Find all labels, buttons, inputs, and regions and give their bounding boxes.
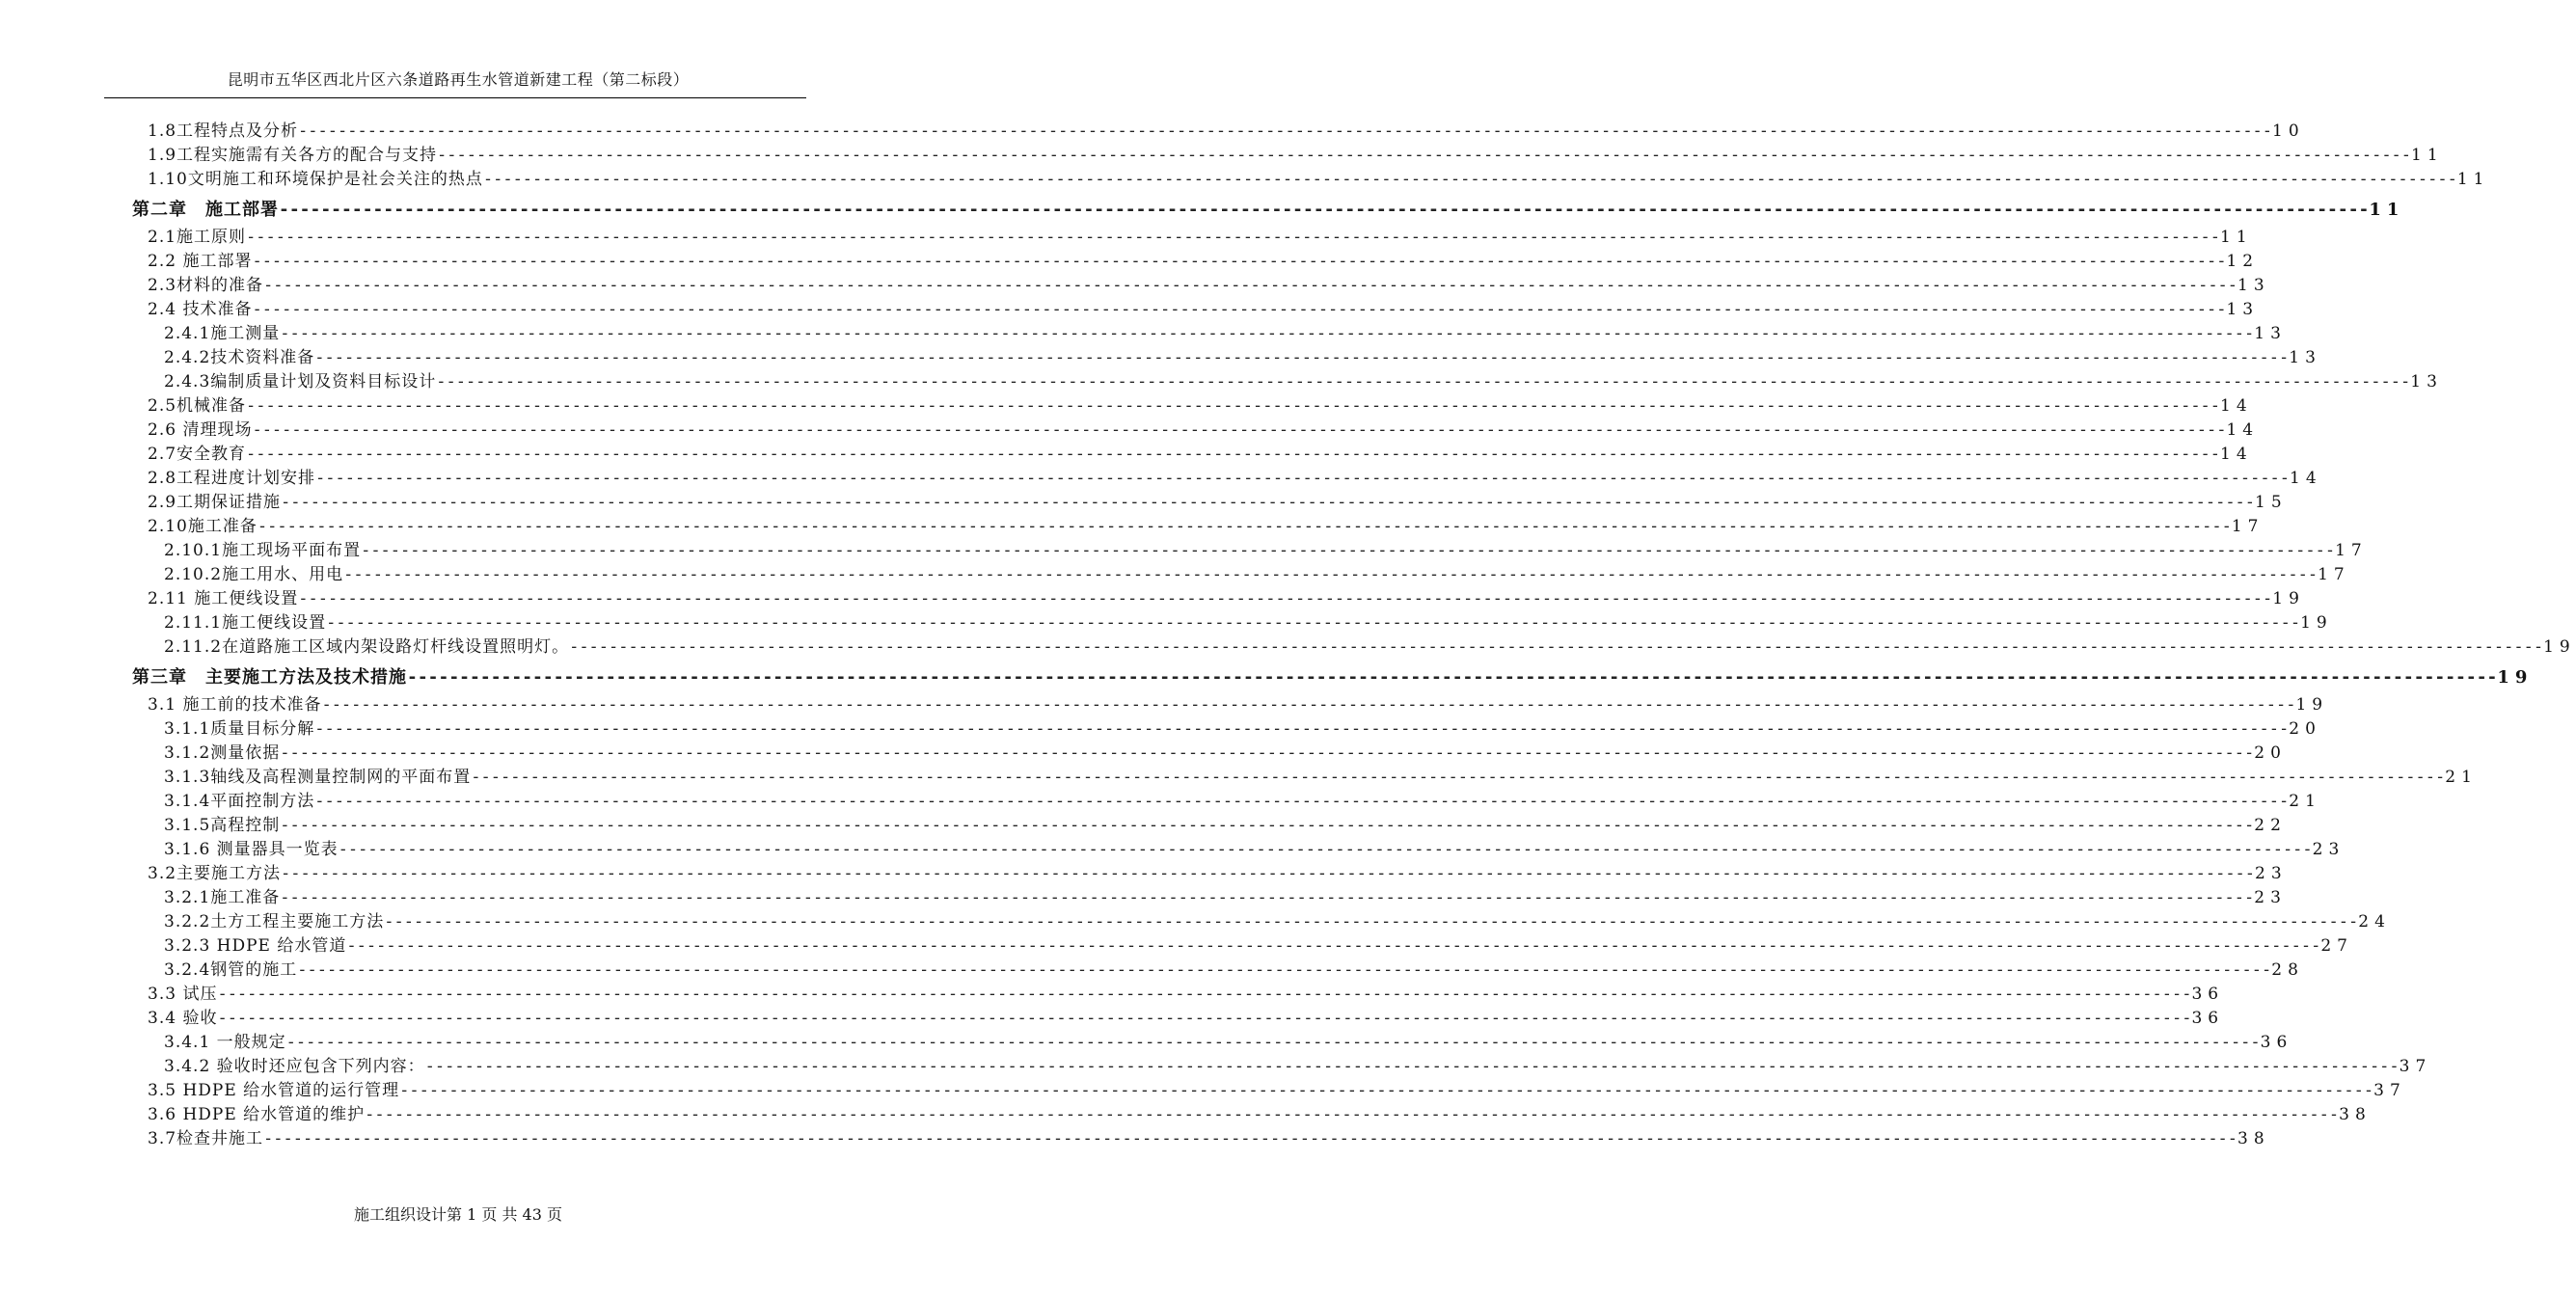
toc-entry-label: 3.4.1 一般规定 [164, 1033, 286, 1052]
toc-entry-label: 2.6 清理现场 [148, 420, 253, 440]
toc-dot-leader: -------------------------------------------------------------------------------------------------------------------------------------------------------------------------------------------------------- [217, 985, 2192, 1004]
toc-entry-page-number: 20 [2289, 719, 2321, 739]
toc-dot-leader: -------------------------------------------------------------------------------------------------------------------------------------------------------------------------------------------------------- [471, 768, 2446, 787]
toc-dot-leader: -------------------------------------------------------------------------------------------------------------------------------------------------------------------------------------------------------- [217, 1009, 2192, 1028]
toc-entry-label: 3.5 HDPE 给水管道的运行管理 [148, 1081, 400, 1100]
toc-dot-leader: -------------------------------------------------------------------------------------------------------------------------------------------------------------------------------------------------------- [280, 888, 2255, 907]
toc-entry-label: 3.1.2测量依据 [164, 743, 281, 763]
toc-entry-label: 3.1.1质量目标分解 [164, 719, 315, 739]
toc-dot-leader: -------------------------------------------------------------------------------------------------------------------------------------------------------------------------------------------------------- [281, 864, 2256, 883]
toc-dot-leader: -------------------------------------------------------------------------------------------------------------------------------------------------------------------------------------------------------- [263, 276, 2238, 295]
toc-entry-page-number: 22 [2254, 816, 2287, 835]
toc-entry-page-number: 17 [2335, 541, 2368, 560]
toc-entry-page-number: 13 [2289, 348, 2321, 367]
toc-entry[interactable] [148, 862, 2288, 885]
toc-entry[interactable] [148, 983, 2225, 1006]
toc-entry[interactable] [148, 144, 2444, 167]
toc-entry[interactable] [164, 910, 2391, 933]
toc-entry[interactable] [148, 515, 2264, 538]
toc-entry-page-number: 23 [2312, 840, 2346, 859]
toc-entry-label: 2.4.2技术资料准备 [164, 348, 315, 367]
toc-entry[interactable] [148, 168, 2490, 191]
toc-dot-leader: -------------------------------------------------------------------------------------------------------------------------------------------------------------------------------------------------------- [263, 1129, 2238, 1148]
toc-dot-leader: -------------------------------------------------------------------------------------------------------------------------------------------------------------------------------------------------------- [338, 840, 2313, 859]
toc-dot-leader: -------------------------------------------------------------------------------------------------------------------------------------------------------------------------------------------------------- [285, 1033, 2261, 1052]
toc-entry-label: 3.1.4平面控制方法 [164, 792, 315, 811]
toc-entry-label: 2.10.2施工用水、用电 [164, 565, 344, 584]
toc-entry-page-number: 19 [2295, 695, 2329, 715]
toc-dot-leader: -------------------------------------------------------------------------------------------------------------------------------------------------------------------------------------------------------- [424, 1057, 2400, 1076]
toc-entry-label: 2.10施工准备 [148, 517, 258, 536]
header-divider [104, 97, 806, 98]
toc-entry-page-number: 13 [2226, 300, 2260, 319]
toc-entry[interactable] [164, 1031, 2293, 1054]
toc-entry[interactable] [164, 838, 2346, 861]
toc-entry-label: 2.7安全教育 [148, 445, 247, 464]
toc-entry[interactable] [148, 1079, 2406, 1102]
toc-dot-leader: -------------------------------------------------------------------------------------------------------------------------------------------------------------------------------------------------------- [246, 228, 2221, 247]
toc-dot-leader: -------------------------------------------------------------------------------------------------------------------------------------------------------------------------------------------------------- [257, 517, 2232, 536]
toc-entry-label: 2.11.2在道路施工区域内架设路灯杆线设置照明灯。 [164, 637, 570, 657]
toc-entry-label: 第二章 施工部署 [132, 200, 279, 220]
toc-entry-page-number: 13 [2410, 372, 2443, 392]
toc-entry-page-number: 10 [2272, 122, 2305, 141]
toc-dot-leader: -------------------------------------------------------------------------------------------------------------------------------------------------------------------------------------------------------- [346, 936, 2321, 956]
toc-entry[interactable] [148, 274, 2270, 297]
toc-entry-page-number: 20 [2254, 743, 2287, 763]
toc-entry-label: 2.4.3编制质量计划及资料目标设计 [164, 372, 437, 392]
toc-entry-page-number: 14 [2220, 445, 2253, 464]
toc-entry-label: 3.7检查井施工 [148, 1129, 264, 1148]
toc-entry[interactable] [148, 394, 2253, 418]
toc-entry[interactable] [164, 886, 2287, 909]
toc-dot-leader: -------------------------------------------------------------------------------------------------------------------------------------------------------------------------------------------------------- [314, 719, 2290, 739]
toc-entry-page-number: 37 [2373, 1081, 2406, 1100]
toc-dot-leader: -------------------------------------------------------------------------------------------------------------------------------------------------------------------------------------------------------- [252, 252, 2227, 271]
toc-dot-leader: -------------------------------------------------------------------------------------------------------------------------------------------------------------------------------------------------------- [315, 469, 2291, 488]
toc-entry-label: 第三章 主要施工方法及技术措施 [132, 667, 407, 688]
toc-entry-label: 1.10文明施工和环境保护是社会关注的热点 [148, 170, 483, 189]
toc-entry-label: 3.2.3 HDPE 给水管道 [164, 936, 347, 956]
toc-entry-page-number: 36 [2191, 1009, 2225, 1028]
toc-entry-page-number: 14 [2226, 420, 2260, 440]
toc-entry[interactable] [148, 467, 2322, 490]
toc-chapter-entry[interactable] [132, 664, 2534, 691]
toc-entry-page-number: 17 [2318, 565, 2350, 584]
toc-entry[interactable] [148, 418, 2260, 442]
toc-dot-leader: -------------------------------------------------------------------------------------------------------------------------------------------------------------------------------------------------------- [321, 695, 2296, 715]
toc-dot-leader: -------------------------------------------------------------------------------------------------------------------------------------------------------------------------------------------------------- [280, 743, 2255, 763]
toc-dot-leader: -------------------------------------------------------------------------------------------------------------------------------------------------------------------------------------------------------- [279, 200, 2370, 220]
toc-dot-leader: -------------------------------------------------------------------------------------------------------------------------------------------------------------------------------------------------------- [252, 300, 2227, 319]
toc-entry-label: 3.1.5高程控制 [164, 816, 281, 835]
toc-entry-page-number: 19 [2497, 667, 2534, 688]
toc-entry-page-number: 36 [2260, 1033, 2293, 1052]
toc-entry-page-number: 19 [2272, 589, 2305, 608]
toc-entry[interactable] [164, 346, 2321, 369]
toc-entry[interactable] [148, 250, 2260, 273]
toc-dot-leader: -------------------------------------------------------------------------------------------------------------------------------------------------------------------------------------------------------- [361, 541, 2336, 560]
toc-dot-leader: -------------------------------------------------------------------------------------------------------------------------------------------------------------------------------------------------------- [252, 420, 2227, 440]
toc-entry[interactable] [164, 742, 2287, 765]
toc-entry-label: 2.11.1施工便线设置 [164, 613, 327, 633]
toc-dot-leader: -------------------------------------------------------------------------------------------------------------------------------------------------------------------------------------------------------- [407, 667, 2498, 688]
toc-chapter-entry[interactable] [132, 197, 2405, 224]
toc-entry[interactable] [164, 790, 2321, 813]
toc-entry-page-number: 21 [2445, 768, 2478, 787]
toc-entry[interactable] [148, 693, 2329, 716]
toc-entry-page-number: 37 [2399, 1057, 2432, 1076]
toc-entry-label: 3.2主要施工方法 [148, 864, 282, 883]
toc-entry[interactable] [164, 1055, 2432, 1078]
toc-entry-page-number: 23 [2254, 888, 2287, 907]
toc-entry-label: 3.1.3轴线及高程测量控制网的平面布置 [164, 768, 472, 787]
toc-entry-page-number: 27 [2320, 936, 2353, 956]
toc-entry-page-number: 19 [2300, 613, 2333, 633]
toc-entry[interactable] [148, 443, 2253, 466]
toc-entry-label: 3.4 验收 [148, 1009, 218, 1028]
toc-entry[interactable] [164, 539, 2368, 562]
toc-entry-page-number: 28 [2271, 960, 2304, 980]
toc-entry[interactable] [164, 370, 2443, 393]
toc-entry[interactable] [148, 298, 2260, 321]
toc-entry-label: 3.1.6 测量器具一览表 [164, 840, 339, 859]
toc-entry-label: 2.4.1施工测量 [164, 324, 281, 343]
toc-entry-label: 1.9工程实施需有关各方的配合与支持 [148, 146, 438, 165]
toc-entry[interactable] [148, 1103, 2372, 1126]
toc-entry[interactable] [148, 587, 2305, 610]
toc-entry[interactable] [164, 766, 2478, 789]
toc-entry-page-number: 11 [2411, 146, 2444, 165]
toc-entry-page-number: 38 [2339, 1105, 2372, 1124]
toc-dot-leader: -------------------------------------------------------------------------------------------------------------------------------------------------------------------------------------------------------- [482, 170, 2457, 189]
toc-entry-label: 2.9工期保证措施 [148, 493, 282, 512]
toc-dot-leader: -------------------------------------------------------------------------------------------------------------------------------------------------------------------------------------------------------- [297, 960, 2272, 980]
toc-entry-page-number: 11 [2456, 170, 2490, 189]
toc-entry[interactable] [164, 717, 2321, 741]
toc-entry-label: 2.11 施工便线设置 [148, 589, 299, 608]
toc-dot-leader: -------------------------------------------------------------------------------------------------------------------------------------------------------------------------------------------------------- [280, 816, 2255, 835]
page-header-title: 昆明市五华区西北片区六条道路再生水管道新建工程（第二标段） [227, 70, 690, 89]
toc-entry-page-number: 12 [2226, 252, 2260, 271]
toc-entry-label: 3.2.4钢管的施工 [164, 960, 298, 980]
toc-entry-page-number: 19 [2543, 637, 2576, 657]
toc-dot-leader: -------------------------------------------------------------------------------------------------------------------------------------------------------------------------------------------------------- [399, 1081, 2374, 1100]
toc-entry-page-number: 21 [2289, 792, 2321, 811]
toc-entry-page-number: 15 [2255, 493, 2288, 512]
toc-dot-leader: -------------------------------------------------------------------------------------------------------------------------------------------------------------------------------------------------------- [326, 613, 2301, 633]
toc-entry-page-number: 17 [2231, 517, 2264, 536]
toc-dot-leader: -------------------------------------------------------------------------------------------------------------------------------------------------------------------------------------------------------- [314, 348, 2290, 367]
toc-dot-leader: -------------------------------------------------------------------------------------------------------------------------------------------------------------------------------------------------------- [343, 565, 2318, 584]
toc-dot-leader: -------------------------------------------------------------------------------------------------------------------------------------------------------------------------------------------------------- [365, 1105, 2340, 1124]
toc-entry[interactable] [148, 120, 2305, 143]
toc-entry-label: 3.4.2 验收时还应包含下列内容： [164, 1057, 425, 1076]
toc-entry[interactable] [164, 958, 2304, 982]
toc-entry-page-number: 38 [2237, 1129, 2270, 1148]
toc-entry-page-number: 13 [2254, 324, 2287, 343]
toc-dot-leader: -------------------------------------------------------------------------------------------------------------------------------------------------------------------------------------------------------- [281, 493, 2256, 512]
toc-dot-leader: -------------------------------------------------------------------------------------------------------------------------------------------------------------------------------------------------------- [437, 146, 2412, 165]
toc-entry[interactable] [164, 635, 2576, 659]
toc-entry-label: 3.2.1施工准备 [164, 888, 281, 907]
toc-entry-page-number: 14 [2290, 469, 2322, 488]
toc-dot-leader: -------------------------------------------------------------------------------------------------------------------------------------------------------------------------------------------------------- [280, 324, 2255, 343]
toc-dot-leader: -------------------------------------------------------------------------------------------------------------------------------------------------------------------------------------------------------- [436, 372, 2411, 392]
toc-entry-label: 3.1 施工前的技术准备 [148, 695, 322, 715]
toc-entry[interactable] [164, 934, 2353, 958]
toc-entry-label: 2.10.1施工现场平面布置 [164, 541, 362, 560]
toc-entry[interactable] [148, 1127, 2270, 1150]
toc-dot-leader: -------------------------------------------------------------------------------------------------------------------------------------------------------------------------------------------------------- [246, 396, 2221, 416]
toc-dot-leader: -------------------------------------------------------------------------------------------------------------------------------------------------------------------------------------------------------- [298, 589, 2273, 608]
toc-entry-page-number: 14 [2220, 396, 2253, 416]
toc-entry-label: 2.1施工原则 [148, 228, 247, 247]
toc-entry-page-number: 11 [2220, 228, 2253, 247]
toc-entry[interactable] [164, 611, 2333, 634]
toc-entry-label: 3.6 HDPE 给水管道的维护 [148, 1105, 366, 1124]
toc-dot-leader: -------------------------------------------------------------------------------------------------------------------------------------------------------------------------------------------------------- [384, 912, 2359, 932]
toc-entry-page-number: 23 [2255, 864, 2288, 883]
toc-entry[interactable] [164, 814, 2287, 837]
toc-entry-label: 2.2 施工部署 [148, 252, 253, 271]
toc-entry-label: 3.2.2土方工程主要施工方法 [164, 912, 385, 932]
toc-entry[interactable] [148, 1007, 2225, 1030]
toc-entry-page-number: 24 [2358, 912, 2391, 932]
toc-entry-label: 2.3材料的准备 [148, 276, 264, 295]
toc-entry-label: 2.5机械准备 [148, 396, 247, 416]
toc-entry[interactable] [164, 563, 2350, 586]
toc-entry-label: 2.8工程进度计划安排 [148, 469, 316, 488]
toc-entry-label: 2.4 技术准备 [148, 300, 253, 319]
toc-entry-page-number: 36 [2191, 985, 2225, 1004]
toc-dot-leader: -------------------------------------------------------------------------------------------------------------------------------------------------------------------------------------------------------- [569, 637, 2544, 657]
toc-entry[interactable] [148, 491, 2288, 514]
page-footer: 施工组织设计第 1 页 共 43 页 [354, 1205, 562, 1224]
toc-entry-page-number: 13 [2237, 276, 2270, 295]
toc-entry-label: 3.3 试压 [148, 985, 218, 1004]
toc-dot-leader: -------------------------------------------------------------------------------------------------------------------------------------------------------------------------------------------------------- [298, 122, 2273, 141]
toc-entry[interactable] [148, 226, 2253, 249]
toc-entry-label: 1.8工程特点及分析 [148, 122, 299, 141]
toc-entry[interactable] [164, 322, 2287, 345]
toc-dot-leader: -------------------------------------------------------------------------------------------------------------------------------------------------------------------------------------------------------- [246, 445, 2221, 464]
toc-entry-page-number: 11 [2369, 200, 2405, 220]
toc-dot-leader: -------------------------------------------------------------------------------------------------------------------------------------------------------------------------------------------------------- [314, 792, 2290, 811]
